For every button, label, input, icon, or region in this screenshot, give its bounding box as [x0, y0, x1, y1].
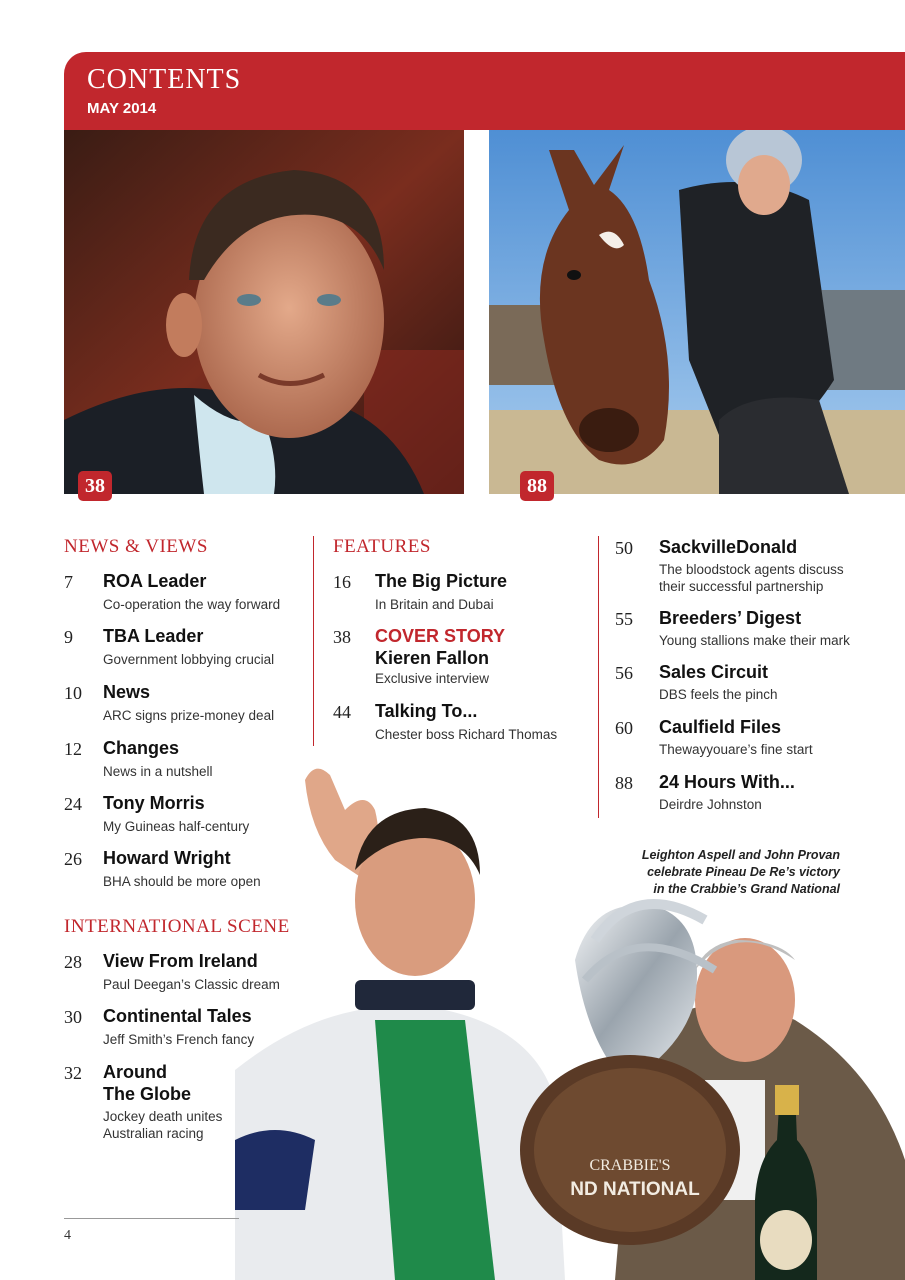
toc-heading-line2: The Globe — [103, 1084, 192, 1104]
toc-entry[interactable] — [333, 702, 588, 746]
toc-description-line1: Jockey death unites — [103, 1109, 223, 1124]
toc-heading-line1: Around — [103, 1062, 167, 1082]
trophy-label-top: CRABBIE'S — [589, 1157, 671, 1174]
toc-description: DBS feels the pinch — [659, 687, 778, 702]
photo-caption — [630, 847, 840, 898]
section-title-international: INTERNATIONAL SCENE — [64, 916, 290, 937]
toc-page-number: 30 — [64, 1007, 82, 1027]
photo-jockey-portrait — [64, 130, 464, 494]
column-divider-1 — [313, 536, 314, 746]
toc-heading: Talking To... — [375, 701, 478, 721]
toc-description: News in a nutshell — [103, 764, 213, 779]
toc-heading: ROA Leader — [103, 571, 207, 591]
toc-page-number: 10 — [64, 683, 82, 703]
toc-heading: Kieren Fallon — [375, 648, 490, 668]
toc-description: Exclusive interview — [375, 671, 490, 686]
toc-description-line2: Australian racing — [103, 1126, 204, 1141]
toc-entry[interactable] — [615, 663, 875, 707]
toc-entry[interactable] — [615, 773, 875, 817]
toc-page-number: 88 — [615, 773, 633, 793]
toc-page-number: 9 — [64, 627, 73, 647]
page-badge-88: 88 — [520, 471, 554, 501]
section-title-features: FEATURES — [333, 536, 431, 557]
toc-entry-cover-story[interactable] — [333, 627, 588, 691]
trophy-label-bottom: ND NATIONAL — [570, 1179, 700, 1200]
toc-heading: Tony Morris — [103, 793, 205, 813]
toc-entry[interactable] — [64, 1007, 304, 1051]
toc-heading: View From Ireland — [103, 951, 258, 971]
toc-heading: Changes — [103, 738, 180, 758]
toc-entry[interactable] — [64, 794, 304, 838]
toc-entry[interactable] — [615, 718, 875, 762]
toc-heading: News — [103, 682, 151, 702]
toc-entry[interactable] — [64, 627, 304, 671]
photo-horse-and-rider — [489, 130, 905, 494]
toc-page-number: 26 — [64, 849, 82, 869]
column-divider-2 — [598, 536, 599, 818]
toc-entry[interactable] — [615, 538, 875, 598]
toc-heading: Sales Circuit — [659, 662, 769, 682]
page-title: CONTENTS — [87, 64, 242, 95]
toc-description: Co-operation the way forward — [103, 597, 281, 612]
toc-page-number: 32 — [64, 1063, 82, 1083]
contents-header — [64, 52, 905, 130]
page-number: 4 — [64, 1228, 71, 1243]
toc-entry[interactable] — [333, 572, 588, 616]
section-title-news-views: NEWS & VIEWS — [64, 536, 208, 557]
toc-description: Paul Deegan’s Classic dream — [103, 977, 280, 992]
toc-page-number: 50 — [615, 538, 633, 558]
toc-description-line2: their successful partnership — [659, 579, 824, 594]
toc-entry[interactable] — [64, 952, 304, 996]
caption-line: Leighton Aspell and John Provan — [641, 848, 840, 862]
toc-entry[interactable] — [615, 609, 875, 653]
toc-page-number: 38 — [333, 627, 351, 647]
toc-page-number: 56 — [615, 663, 633, 683]
toc-entry[interactable] — [64, 572, 304, 616]
toc-heading: Howard Wright — [103, 848, 231, 868]
toc-entry[interactable] — [64, 849, 304, 893]
toc-heading: TBA Leader — [103, 626, 204, 646]
toc-description: My Guineas half-century — [103, 819, 250, 834]
toc-page-number: 55 — [615, 609, 633, 629]
toc-entry[interactable] — [64, 739, 304, 783]
toc-page-number: 24 — [64, 794, 82, 814]
toc-page-number: 60 — [615, 718, 633, 738]
caption-line: celebrate Pineau De Re’s victory — [647, 865, 840, 879]
toc-description: Government lobbying crucial — [103, 652, 275, 667]
toc-heading: The Big Picture — [375, 571, 508, 591]
toc-heading: Continental Tales — [103, 1006, 252, 1026]
toc-heading: 24 Hours With... — [659, 772, 795, 792]
page-badge-38: 38 — [78, 471, 112, 501]
toc-heading: SackvilleDonald — [659, 537, 798, 557]
toc-heading: Caulfield Files — [659, 717, 782, 737]
toc-description: Thewayyouare’s fine start — [659, 742, 813, 757]
footer-rule — [64, 1218, 239, 1219]
photo-grand-national-celebration — [235, 740, 905, 1280]
toc-description-line1: The bloodstock agents discuss — [659, 562, 844, 577]
toc-page-number: 12 — [64, 739, 82, 759]
toc-description: BHA should be more open — [103, 874, 261, 889]
toc-page-number: 16 — [333, 572, 351, 592]
toc-kicker: COVER STORY — [375, 626, 506, 646]
toc-description: Jeff Smith’s French fancy — [103, 1032, 255, 1047]
toc-description: Deirdre Johnston — [659, 797, 762, 812]
toc-description: ARC signs prize-money deal — [103, 708, 275, 723]
issue-date: MAY 2014 — [87, 100, 157, 117]
toc-description: In Britain and Dubai — [375, 597, 494, 612]
toc-page-number: 7 — [64, 572, 73, 592]
toc-entry[interactable] — [64, 1063, 264, 1147]
toc-page-number: 28 — [64, 952, 82, 972]
toc-description: Chester boss Richard Thomas — [375, 727, 558, 742]
toc-description: Young stallions make their mark — [659, 633, 850, 648]
toc-heading: Breeders’ Digest — [659, 608, 802, 628]
toc-page-number: 44 — [333, 702, 351, 722]
caption-line: in the Crabbie’s Grand National — [653, 882, 840, 896]
toc-entry[interactable] — [64, 683, 304, 727]
